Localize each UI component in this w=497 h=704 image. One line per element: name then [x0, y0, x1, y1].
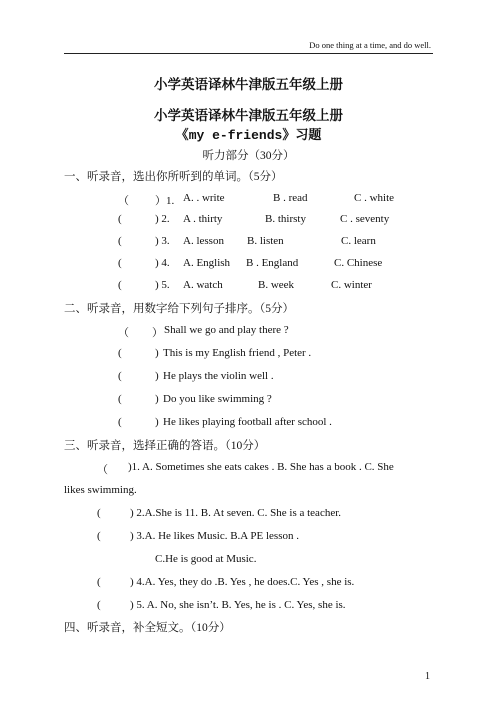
question-number: ) 3.: [155, 235, 170, 247]
option-c: C. learn: [341, 235, 376, 247]
document-subtitle: 小学英语译林牛津版五年级上册: [154, 108, 343, 123]
option-c: C . seventy: [340, 213, 390, 225]
answer-paren: (: [118, 235, 122, 247]
sentence-text: He likes playing football after school .: [163, 416, 332, 428]
question-4-text: ) 4.A. Yes, they do .B. Yes , he does.C. Yes , she is.: [130, 576, 355, 588]
sentence-text: This is my English friend , Peter .: [163, 347, 312, 359]
sentence-text: Do you like swimming ?: [163, 393, 272, 405]
section-4-heading: 四、听录音，补全短文。（10分）: [64, 622, 231, 634]
option-b: B. listen: [247, 235, 284, 247]
option-b: B . read: [273, 192, 308, 204]
question-3-text: ) 3.A. He likes Music. B.A PE lesson .: [130, 530, 299, 542]
title-bracket-open: 《: [175, 127, 189, 142]
question-3-option-c: C.He is good at Music.: [155, 553, 257, 565]
answer-paren: (: [118, 213, 122, 225]
option-b: B. thirsty: [265, 213, 306, 225]
header-divider: [64, 53, 433, 54]
option-c: C. Chinese: [334, 257, 383, 269]
question-number: ）1.: [155, 195, 175, 207]
answer-paren: (: [118, 393, 122, 405]
option-a: A. English: [183, 257, 231, 269]
question-number: ) 4.: [155, 257, 170, 269]
listening-part-label: 听力部分（30分）: [202, 150, 295, 162]
option-c: C. winter: [331, 279, 372, 291]
answer-paren: （: [118, 195, 129, 207]
answer-paren: （: [97, 464, 108, 476]
question-1-continued: likes swimming.: [64, 484, 137, 496]
sentence-text: He plays the violin well .: [163, 370, 274, 382]
header-motto: Do one thing at a time, and do well.: [309, 40, 431, 50]
answer-paren: (: [118, 370, 122, 382]
answer-paren: (: [97, 507, 101, 519]
section-2-heading: 二、听录音，用数字给下列句子排序。（5分）: [64, 303, 294, 315]
option-b: B. week: [258, 279, 295, 291]
question-number: ) 2.: [155, 213, 170, 225]
section-3-heading: 三、听录音，选择正确的答语。（10分）: [64, 440, 266, 452]
question-number: ) 5.: [155, 279, 170, 291]
answer-paren: （: [118, 327, 129, 339]
paren-close: ): [155, 370, 159, 382]
page-number: 1: [425, 671, 430, 682]
paren-close: ): [155, 347, 159, 359]
answer-paren: (: [118, 416, 122, 428]
option-b: B . England: [246, 257, 299, 269]
option-a: A. watch: [183, 279, 223, 291]
answer-paren: (: [97, 576, 101, 588]
paren-close: ): [155, 416, 159, 428]
question-2-text: ) 2.A.She is 11. B. At seven. C. She is a teacher.: [130, 507, 342, 519]
option-a: A. lesson: [183, 235, 224, 247]
paren-close: ): [155, 393, 159, 405]
option-c: C . white: [354, 192, 395, 204]
sentence-text: Shall we go and play there ?: [164, 324, 289, 336]
answer-paren: (: [118, 347, 122, 359]
answer-paren: (: [97, 530, 101, 542]
section-1-heading: 一、听录音，选出你所听到的单词。（5分）: [64, 171, 283, 183]
lesson-name: my e-friends: [188, 128, 283, 143]
option-a: A . thirty: [183, 213, 223, 225]
document-title: 小学英语译林牛津版五年级上册: [154, 77, 343, 92]
paren-close: ）: [152, 327, 163, 339]
lesson-title: [0, 124, 497, 143]
answer-paren: (: [118, 257, 122, 269]
title-bracket-close: 》习题: [282, 127, 322, 142]
question-5-text: ) 5. A. No, she isn’t. B. Yes, he is . C. Yes, she is.: [130, 599, 346, 611]
answer-paren: (: [97, 599, 101, 611]
answer-paren: (: [118, 279, 122, 291]
question-1-text: )1. A. Sometimes she eats cakes . B. She has a book . C. She: [128, 461, 394, 473]
option-a: A. . write: [183, 192, 225, 204]
